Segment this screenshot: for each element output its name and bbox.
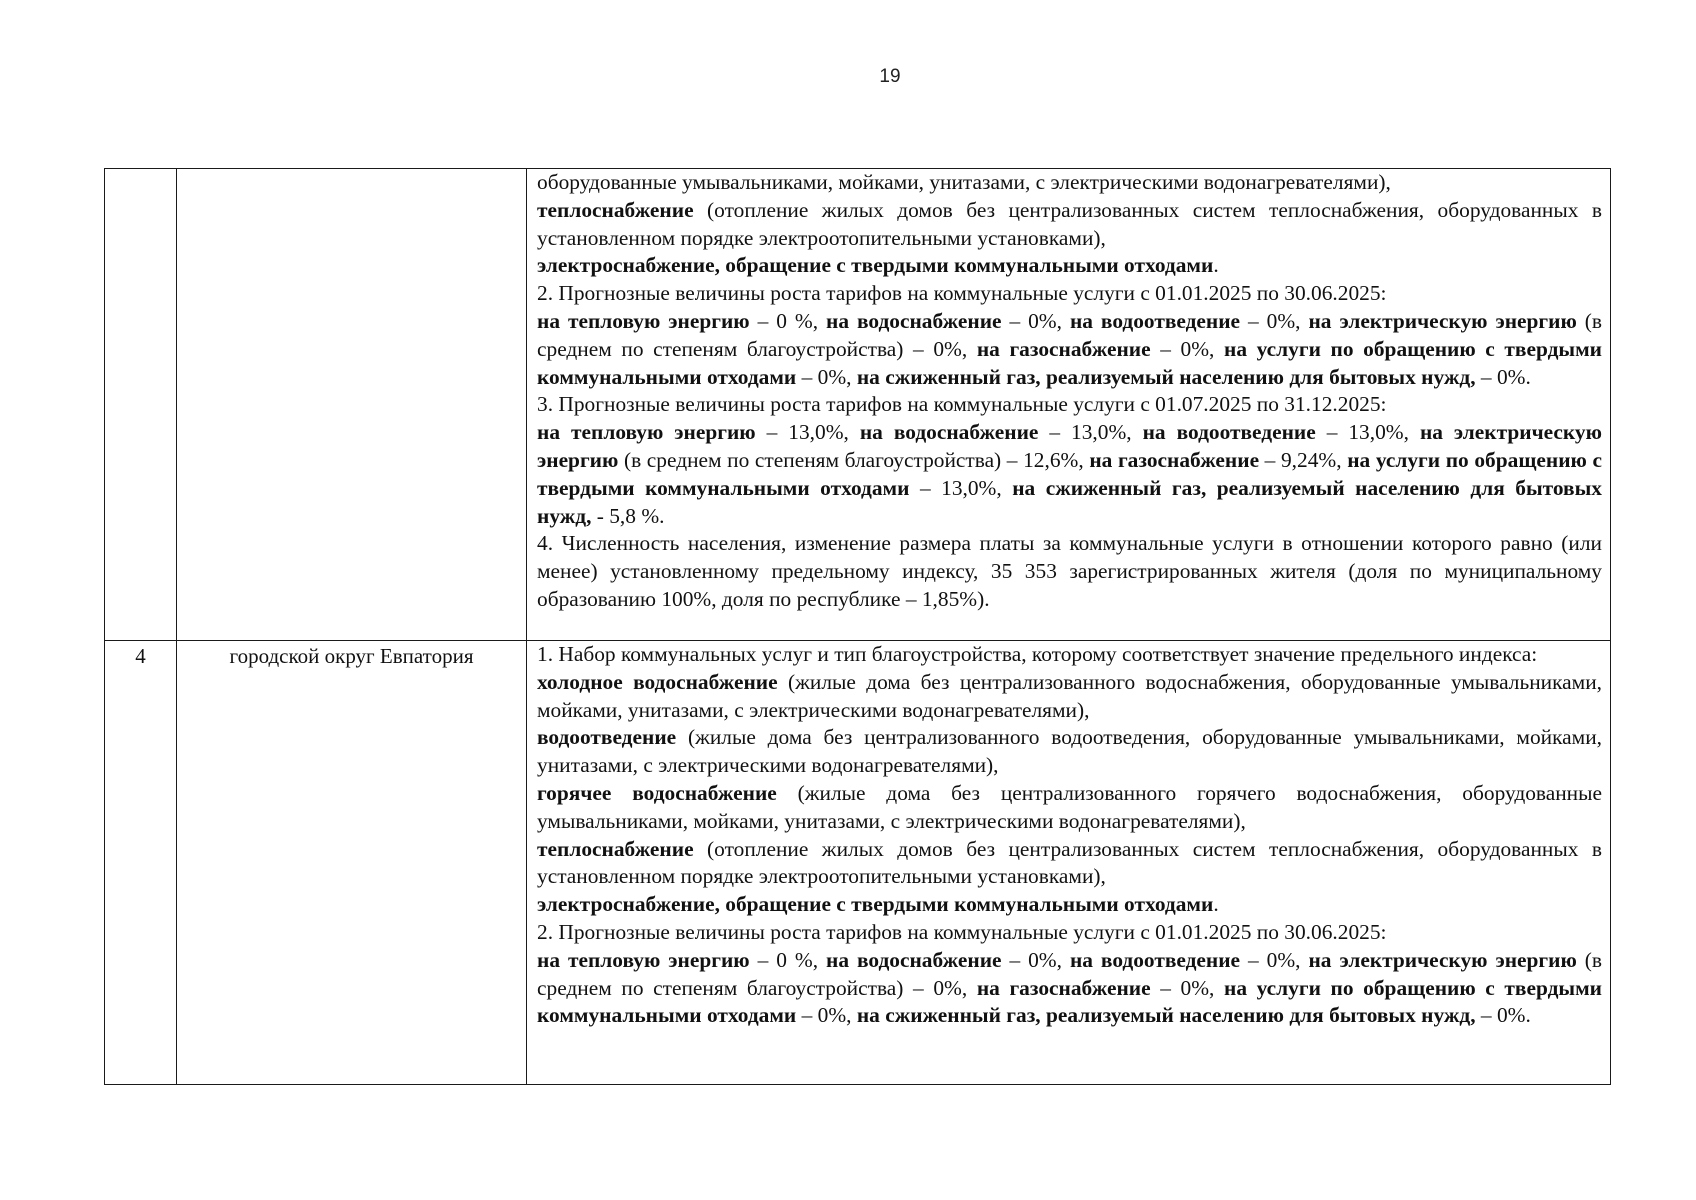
text-run: – 9,24%,: [1259, 447, 1348, 472]
text-run: 2. Прогнозные величины роста тарифов на коммунальные услуги с 01.01.2025 по 30.06.2025:: [537, 281, 1387, 306]
bold-text-run: водоотведение: [537, 725, 677, 750]
text-run: (в среднем по степеням благоустройства) – 0%,: [537, 947, 1602, 1000]
text-run: (жилые дома без централизованного водоснабжения, оборудованные умывальниками, мойками, унитазами, с электрическими водонагревателями),: [537, 669, 1602, 722]
bold-text-run: электроснабжение, обращение с твердыми коммунальными отходами: [537, 892, 1214, 917]
bold-text-run: на водоотведение: [1069, 947, 1241, 972]
text-run: – 0 %,: [749, 947, 826, 972]
bold-text-run: на тепловую энергию: [537, 308, 750, 333]
text-run: (отопление жилых домов без централизованных систем теплоснабжения, оборудованных в установленном порядке электроотопительными установками),: [537, 197, 1602, 250]
bold-text-run: на электрическую энергию: [537, 420, 1602, 472]
text-run: 1. Набор коммунальных услуг и тип благоустройства, которому соответствует значение предельного индекса:: [537, 642, 1538, 666]
text-run: – 0%,: [1240, 947, 1309, 972]
row-number-cell: 4: [105, 641, 177, 1085]
bold-text-run: на газоснабжение: [1089, 447, 1260, 472]
paragraph: [537, 391, 1602, 419]
text-run: 2. Прогнозные величины роста тарифов на коммунальные услуги с 01.01.2025 по 30.06.2025:: [537, 919, 1387, 944]
text-run: – 0%,: [796, 364, 857, 389]
paragraph: [537, 419, 1602, 530]
bold-text-run: на сжиженный газ, реализуемый населению для бытовых нужд,: [537, 475, 1602, 528]
text-run: – 0%,: [796, 1003, 857, 1028]
description-cell: [527, 169, 1611, 641]
bold-text-run: горячее водоснабжение: [537, 780, 777, 805]
bold-text-run: на услуги по обращению с твердыми коммунальными отходами: [537, 975, 1602, 1028]
text-run: – 13,0%,: [1038, 420, 1143, 445]
text-run: – 0%.: [1475, 1003, 1531, 1028]
text-run: – 13,0%,: [755, 420, 860, 445]
bold-text-run: на сжиженный газ, реализуемый населению для бытовых нужд,: [856, 364, 1476, 389]
table-row: [105, 169, 1611, 641]
bold-text-run: на газоснабжение: [976, 975, 1151, 1000]
table-row: [105, 641, 1611, 1085]
paragraph: [537, 641, 1602, 669]
bold-text-run: на водоотведение: [1142, 420, 1316, 445]
paragraph: [537, 724, 1602, 780]
bold-text-run: на водоснабжение: [826, 947, 1002, 972]
text-run: (жилые дома без централизованного водоотведения, оборудованные умывальниками, мойками, унитазами, с электрическими водонагревателями),: [537, 725, 1602, 778]
bold-text-run: теплоснабжение: [537, 836, 694, 861]
text-run: – 0%,: [1150, 975, 1224, 1000]
paragraph: [537, 919, 1602, 947]
bold-text-run: на тепловую энергию: [537, 420, 756, 445]
paragraph: [537, 280, 1602, 308]
paragraph: [537, 530, 1602, 613]
bold-text-run: холодное водоснабжение: [537, 669, 778, 694]
bold-text-run: на электрическую энергию: [1308, 947, 1577, 972]
text-run: – 0%,: [1240, 308, 1309, 333]
text-run: 3. Прогнозные величины роста тарифов на коммунальные услуги с 01.07.2025 по 31.12.2025:: [537, 392, 1387, 417]
text-run: - 5,8 %.: [591, 503, 665, 528]
text-run: – 0%,: [1001, 947, 1070, 972]
bold-text-run: электроснабжение, обращение с твердыми коммунальными отходами: [537, 253, 1214, 278]
municipality-name-cell: городской округ Евпатория: [177, 641, 527, 1085]
bold-text-run: на водоснабжение: [859, 420, 1039, 445]
row-number-cell: [105, 169, 177, 641]
bold-text-run: на водоснабжение: [826, 308, 1002, 333]
paragraph: [537, 169, 1602, 197]
bold-text-run: на услуги по обращению с твердыми коммунальными отходами: [537, 447, 1602, 500]
paragraph: [537, 252, 1602, 280]
text-run: – 13,0%,: [909, 475, 1013, 500]
bold-text-run: на сжиженный газ, реализуемый населению для бытовых нужд,: [856, 1003, 1476, 1028]
bold-text-run: теплоснабжение: [537, 197, 694, 222]
text-run: – 0%,: [1001, 308, 1070, 333]
paragraph: [537, 780, 1602, 836]
paragraph: [537, 669, 1602, 725]
text-run: – 0 %,: [749, 308, 826, 333]
bold-text-run: на услуги по обращению с твердыми коммунальными отходами: [537, 336, 1602, 389]
text-run: – 13,0%,: [1315, 420, 1420, 445]
bold-text-run: на водоотведение: [1069, 308, 1241, 333]
text-run: – 0%.: [1475, 364, 1531, 389]
text-run: (в среднем по степеням благоустройства) – 12,6%,: [618, 447, 1090, 472]
text-run: оборудованные умывальниками, мойками, унитазами, с электрическими водонагревателями),: [537, 170, 1391, 194]
paragraph: [537, 891, 1602, 919]
bold-text-run: на тепловую энергию: [537, 947, 750, 972]
text-run: 4. Численность населения, изменение размера платы за коммунальные услуги в отношении которого равно (или менее) установленному предельному индексу, 35 353 зарегистрированных жителя (доля по муниципальному образованию 100%, доля по республике – 1,85%).: [537, 531, 1602, 611]
bold-text-run: на электрическую энергию: [1308, 308, 1577, 333]
text-run: (жилые дома без централизованного горячего водоснабжения, оборудованные умывальниками, мойками, унитазами, с электрическими водонагревателями),: [537, 780, 1602, 833]
paragraph: [537, 947, 1602, 1030]
paragraph: [537, 197, 1602, 253]
text-run: – 0%,: [1150, 336, 1224, 361]
text-run: (в среднем по степеням благоустройства) – 0%,: [537, 308, 1602, 361]
bold-text-run: на газоснабжение: [976, 336, 1151, 361]
text-run: .: [1213, 892, 1219, 917]
paragraph: [537, 836, 1602, 892]
text-run: .: [1213, 253, 1219, 278]
document-table: [104, 168, 1611, 1085]
description-cell: [527, 641, 1611, 1085]
text-run: (отопление жилых домов без централизованных систем теплоснабжения, оборудованных в установленном порядке электроотопительными установками),: [537, 836, 1602, 889]
paragraph: [537, 308, 1602, 391]
page-number: 19: [879, 66, 901, 87]
municipality-name-cell: [177, 169, 527, 641]
